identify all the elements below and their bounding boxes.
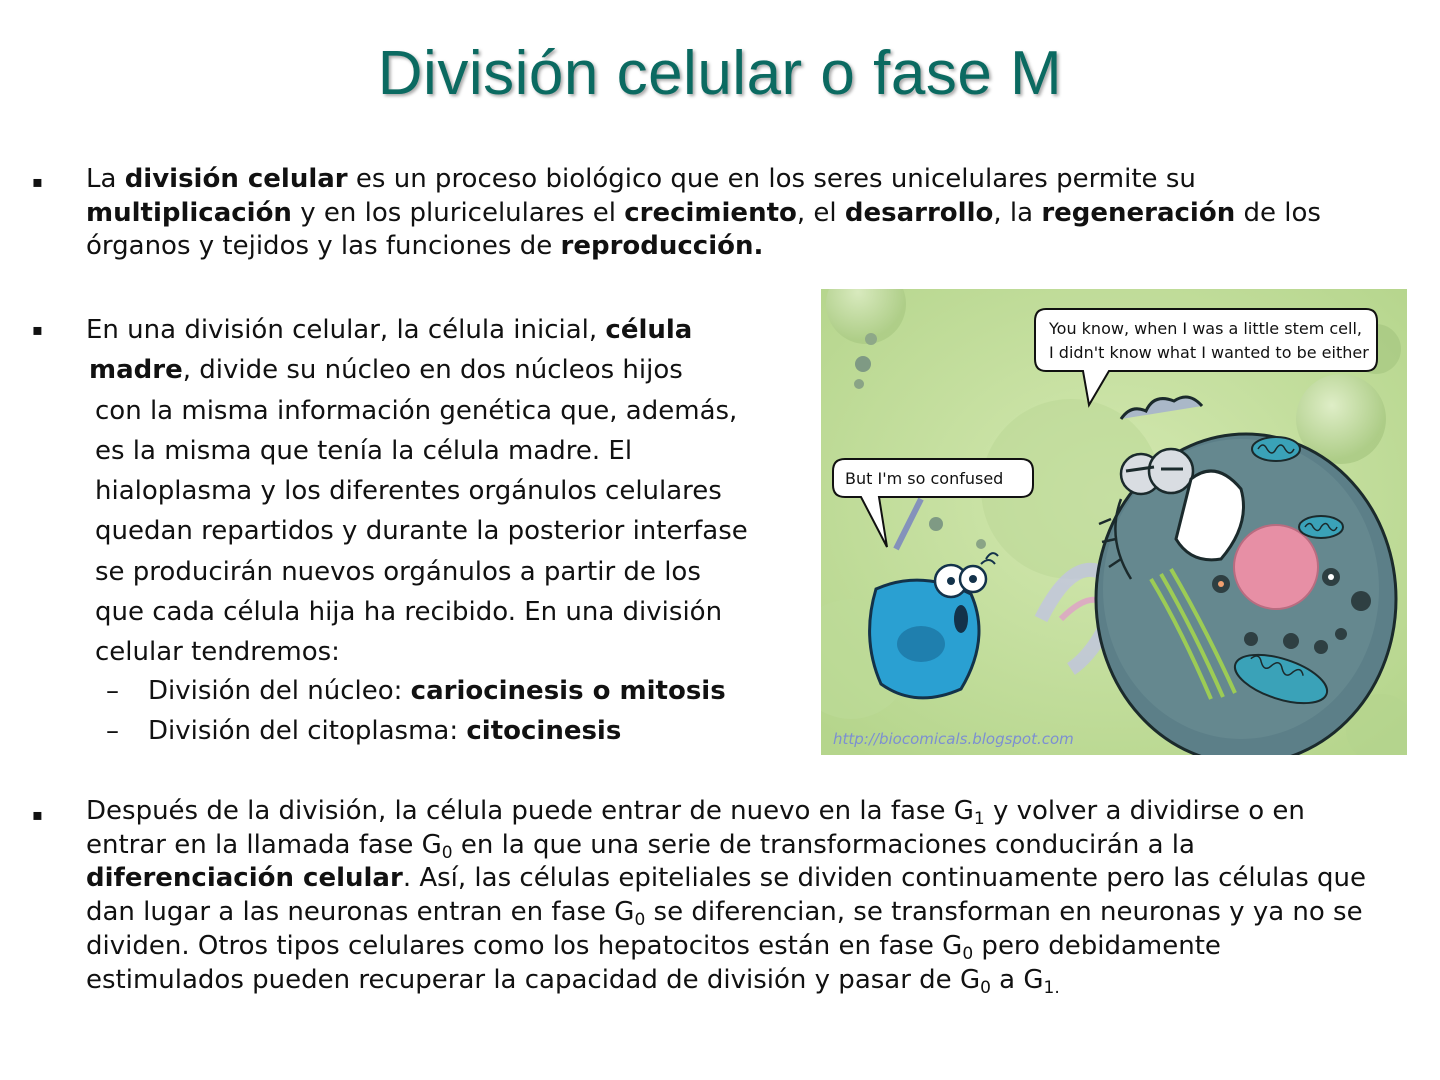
bullet-marker: ▪ [32,320,43,339]
paragraph-intro: La división celular es un proceso biológico que en los seres unicelulares permite su multiplicación y en los pluricelulares el crecimiento, el desarrollo, la regeneración de los órganos y tejidos y las funciones de reproducción. [86,164,1321,262]
speech-bubble-stem-cell: You know, when I was a little stem cell, [1049,319,1362,338]
paragraph-differentiation: Después de la división, la célula puede entrar de nuevo en la fase $G_1$ y volver a dividirse o en entrar en la llamada fase $G_0$ en la que una serie de transformaciones conducirán a la diferenciación celular. Así, las células epiteliales se dividen continuamente pero las células que dan lugar a las neuronas entran en fase $G_0$ se diferencian, se transforman en neuronas y ya no se dividen. Otros tipos celulares como los hepatocitos están en fase $G_0$ pero debidamente estimulados pueden recuperar la capacidad de división y pasar de $G_0$ a $G_{1.}$ [86,796,1367,998]
paragraph-stem-cell: En una división celular, la célula inicial, célula madre, divide su núcleo en dos núcleos hijos con la misma información genética que, además, es la misma que tenía la célula madre. El hialoplasma y los diferentes orgánulos celulares quedan repartidos y durante la posterior interfase se producirán nuevos orgánulos a partir de los que cada célula hija ha recibido. En una división celular tendremos: [86,315,748,668]
list-item-citocinesis: – División del citoplasma: citocinesis [106,716,622,746]
bullet-marker: ▪ [32,805,43,824]
page-title: División celular o fase M [377,39,1063,108]
list-item-cariocinesis: – División del núcleo: cariocinesis o mitosis [106,676,726,706]
stem-cell-comic [821,289,1407,755]
speech-bubble-stem-cell-2: I didn't know what I wanted to be either [1049,343,1369,362]
comic-credit-url: http://biocomicals.blogspot.com [833,730,1074,748]
bullet-marker: ▪ [32,172,43,191]
speech-bubble-confused: But I'm so confused [845,469,1004,488]
